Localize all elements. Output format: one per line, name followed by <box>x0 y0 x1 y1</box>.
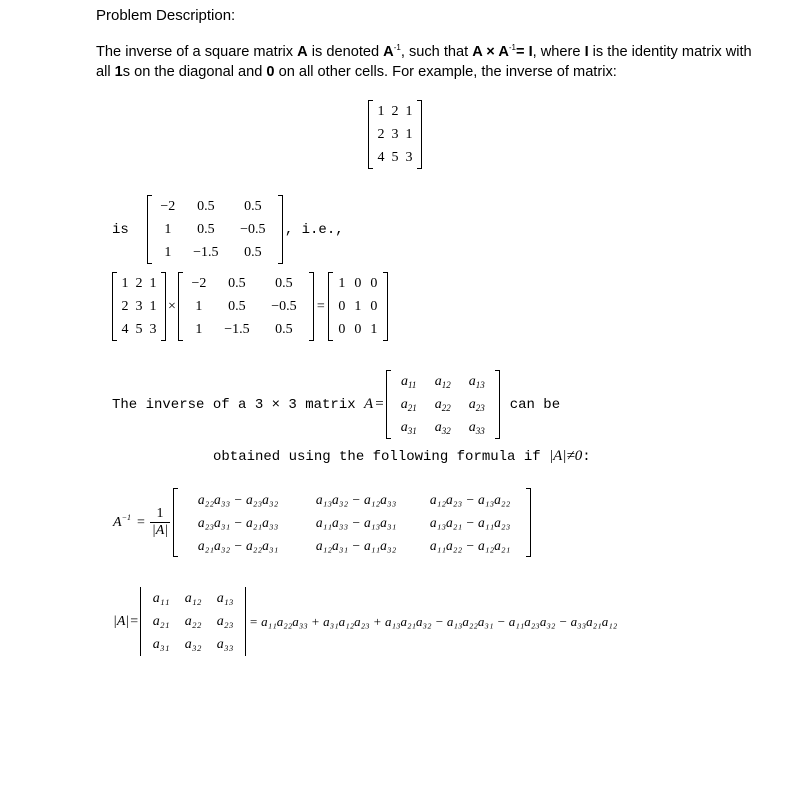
determinant-matrix <box>139 587 247 656</box>
matrix-cell: 0.5 <box>244 245 262 260</box>
matrix-cell: 0.5 <box>197 222 215 237</box>
matrix-cell: 0.5 <box>197 199 215 214</box>
matrix-cell: 0 <box>338 322 346 337</box>
matrix-cell: 0.5 <box>244 199 262 214</box>
example-matrix <box>368 100 422 169</box>
matrix-cell: $a_{12}$ <box>434 374 451 390</box>
inverse-line <box>112 195 344 264</box>
is-label: is <box>112 221 129 238</box>
matrix-cell: 2 <box>391 104 399 119</box>
matrix-cell: 3 <box>135 299 143 314</box>
matrix-cell: −1.5 <box>193 245 219 260</box>
condition: |A|≠0 <box>549 448 583 464</box>
equals-sign: = <box>130 613 139 629</box>
matrix-cell: 0.5 <box>228 276 246 291</box>
matrix-cell: a₁₂a₂₃ − a₁₃a₂₂ <box>429 492 511 507</box>
matrix-cell: $a_{21}$ <box>400 397 417 413</box>
times-sign: × <box>168 299 176 314</box>
matrix-cell: 0 <box>370 299 378 314</box>
matrix-cell: 3 <box>391 127 399 142</box>
matrix-cell: a₃₃ <box>216 637 234 652</box>
determinant-formula <box>113 587 617 656</box>
matrix-cell: 1 <box>377 104 385 119</box>
adjugate-matrix <box>173 488 531 557</box>
matrix-cell: 4 <box>121 322 129 337</box>
matrix-cell: 3 <box>149 322 157 337</box>
matrix-cell: a₂₁ <box>152 614 170 629</box>
identity-matrix <box>328 272 388 341</box>
matrix-cell: $a_{31}$ <box>400 420 417 436</box>
intro-text: , where <box>532 44 585 60</box>
formula-lhs-var: A <box>113 514 122 530</box>
general-matrix-line <box>112 370 560 439</box>
matrix-cell: 0 <box>354 276 362 291</box>
matrix-cell: 2 <box>121 299 129 314</box>
matrix-cell: a₁₁a₂₂ − a₁₂a₂₁ <box>429 538 511 553</box>
general-text-after: can be <box>509 396 561 413</box>
product-line <box>112 272 388 341</box>
matrix-cell: a₁₁ <box>152 591 170 606</box>
matrix-cell: a₃₂ <box>184 637 202 652</box>
intro-text: , such that <box>400 44 473 60</box>
matrix-cell: a₁₂a₃₁ − a₁₁a₃₂ <box>315 538 397 553</box>
matrix-cell: 1 <box>149 276 157 291</box>
matrix-cell: −1.5 <box>224 322 250 337</box>
matrix-cell: 1 <box>149 299 157 314</box>
matrix-cell: $a_{13}$ <box>468 374 485 390</box>
inverse-matrix <box>147 195 283 264</box>
matrix-cell: a₂₁a₃₂ − a₂₂a₃₁ <box>197 538 279 553</box>
matrix-cell: 1 <box>195 299 203 314</box>
matrix-cell: 2 <box>377 127 385 142</box>
matrix-cell: 1 <box>121 276 129 291</box>
matrix-cell: 1 <box>354 299 362 314</box>
intro-text: The inverse of a square matrix <box>96 44 298 60</box>
intro-bold: A × A <box>472 44 509 60</box>
matrix-cell: 1 <box>405 104 413 119</box>
matrix-cell: 1 <box>405 127 413 142</box>
matrix-cell: a₁₁a₃₃ − a₁₃a₃₁ <box>315 515 397 530</box>
matrix-cell: 0.5 <box>228 299 246 314</box>
matrix-cell: −0.5 <box>271 299 297 314</box>
intro-bold: I <box>584 44 589 60</box>
matrix-cell: 1 <box>370 322 378 337</box>
matrix-cell: 0.5 <box>275 276 293 291</box>
intro-bold: A <box>383 44 394 60</box>
determinant-lhs: |A| <box>113 613 130 629</box>
intro-text: s on the diagonal and <box>122 64 267 80</box>
matrix-a <box>368 100 422 169</box>
colon: : <box>582 448 591 465</box>
intro-bold: 1 <box>114 64 123 80</box>
matrix-cell: a₂₃ <box>216 614 234 629</box>
matrix-cell: a₂₂ <box>184 614 202 629</box>
matrix-cell: 1 <box>164 222 172 237</box>
matrix-cell: a₂₃a₃₁ − a₂₁a₃₃ <box>197 515 279 530</box>
general-text-before: The inverse of a 3 × 3 matrix <box>112 396 365 413</box>
page-title: Problem Description: <box>96 7 236 24</box>
matrix-cell: −0.5 <box>240 222 266 237</box>
formula-lhs-sup: −1 <box>121 512 131 522</box>
matrix-cell: 5 <box>135 322 143 337</box>
matrix-a <box>112 272 166 341</box>
formula-intro-text: obtained using the following formula if <box>213 448 550 465</box>
intro-text: on all other cells. For example, the inverse of matrix: <box>274 64 617 80</box>
fraction <box>150 506 170 539</box>
intro-superscript: -1 <box>508 43 516 52</box>
matrix-cell: a₂₂a₃₃ − a₂₃a₃₂ <box>197 492 279 507</box>
matrix-cell: 2 <box>135 276 143 291</box>
inverse-formula <box>113 488 531 557</box>
matrix-cell: 1 <box>164 245 172 260</box>
equals-sign: = <box>316 299 325 314</box>
equals-sign: = <box>136 514 145 530</box>
matrix-cell: 4 <box>377 150 385 165</box>
matrix-cell: 1 <box>195 322 203 337</box>
matrix-cell: −2 <box>191 276 207 291</box>
matrix-cell: 3 <box>405 150 413 165</box>
matrix-cell: a₁₃a₂₁ − a₁₁a₂₃ <box>429 515 511 530</box>
determinant-expansion: = a₁₁a₂₂a₃₃ + a₃₁a₁₂a₂₃ + a₁₃a₂₁a₃₂ − a₁₃a₂₂a₃₁ − a₁₁a₂₃a₃₂ − a₃₃a₂₁a₁₂ <box>249 613 618 629</box>
intro-bold: A <box>297 44 308 60</box>
intro-text: is denoted <box>307 44 384 60</box>
intro-paragraph <box>96 42 756 82</box>
matrix-cell: $a_{32}$ <box>434 420 451 436</box>
matrix-cell: $a_{11}$ <box>401 374 417 390</box>
formula-lhs <box>113 512 131 531</box>
matrix-cell: 0 <box>370 276 378 291</box>
fraction-numerator: 1 <box>156 506 164 521</box>
equals-sign: = <box>375 396 384 412</box>
matrix-cell: −2 <box>160 199 176 214</box>
intro-superscript: -1 <box>393 43 401 52</box>
matrix-cell: a₁₃a₃₂ − a₁₂a₃₃ <box>315 492 397 507</box>
matrix-cell: $a_{33}$ <box>468 420 485 436</box>
matrix-cell: 0.5 <box>275 322 293 337</box>
inverse-matrix <box>178 272 314 341</box>
matrix-cell: $a_{23}$ <box>468 397 485 413</box>
formula-intro-line <box>213 448 591 465</box>
intro-bold: = I <box>516 44 533 60</box>
matrix-cell: a₁₃ <box>216 591 234 606</box>
intro-text: is the identity matrix with all <box>96 44 752 80</box>
matrix-cell: 0 <box>338 299 346 314</box>
fraction-denominator: |A| <box>151 523 169 538</box>
ie-label: , i.e., <box>284 221 344 238</box>
var-a: A <box>364 396 374 412</box>
matrix-cell: 5 <box>391 150 399 165</box>
matrix-cell: 1 <box>338 276 346 291</box>
matrix-cell: $a_{22}$ <box>434 397 451 413</box>
intro-bold: 0 <box>266 64 275 80</box>
matrix-cell: a₃₁ <box>152 637 170 652</box>
general-matrix <box>386 370 500 439</box>
matrix-cell: a₁₂ <box>184 591 202 606</box>
matrix-cell: 0 <box>354 322 362 337</box>
